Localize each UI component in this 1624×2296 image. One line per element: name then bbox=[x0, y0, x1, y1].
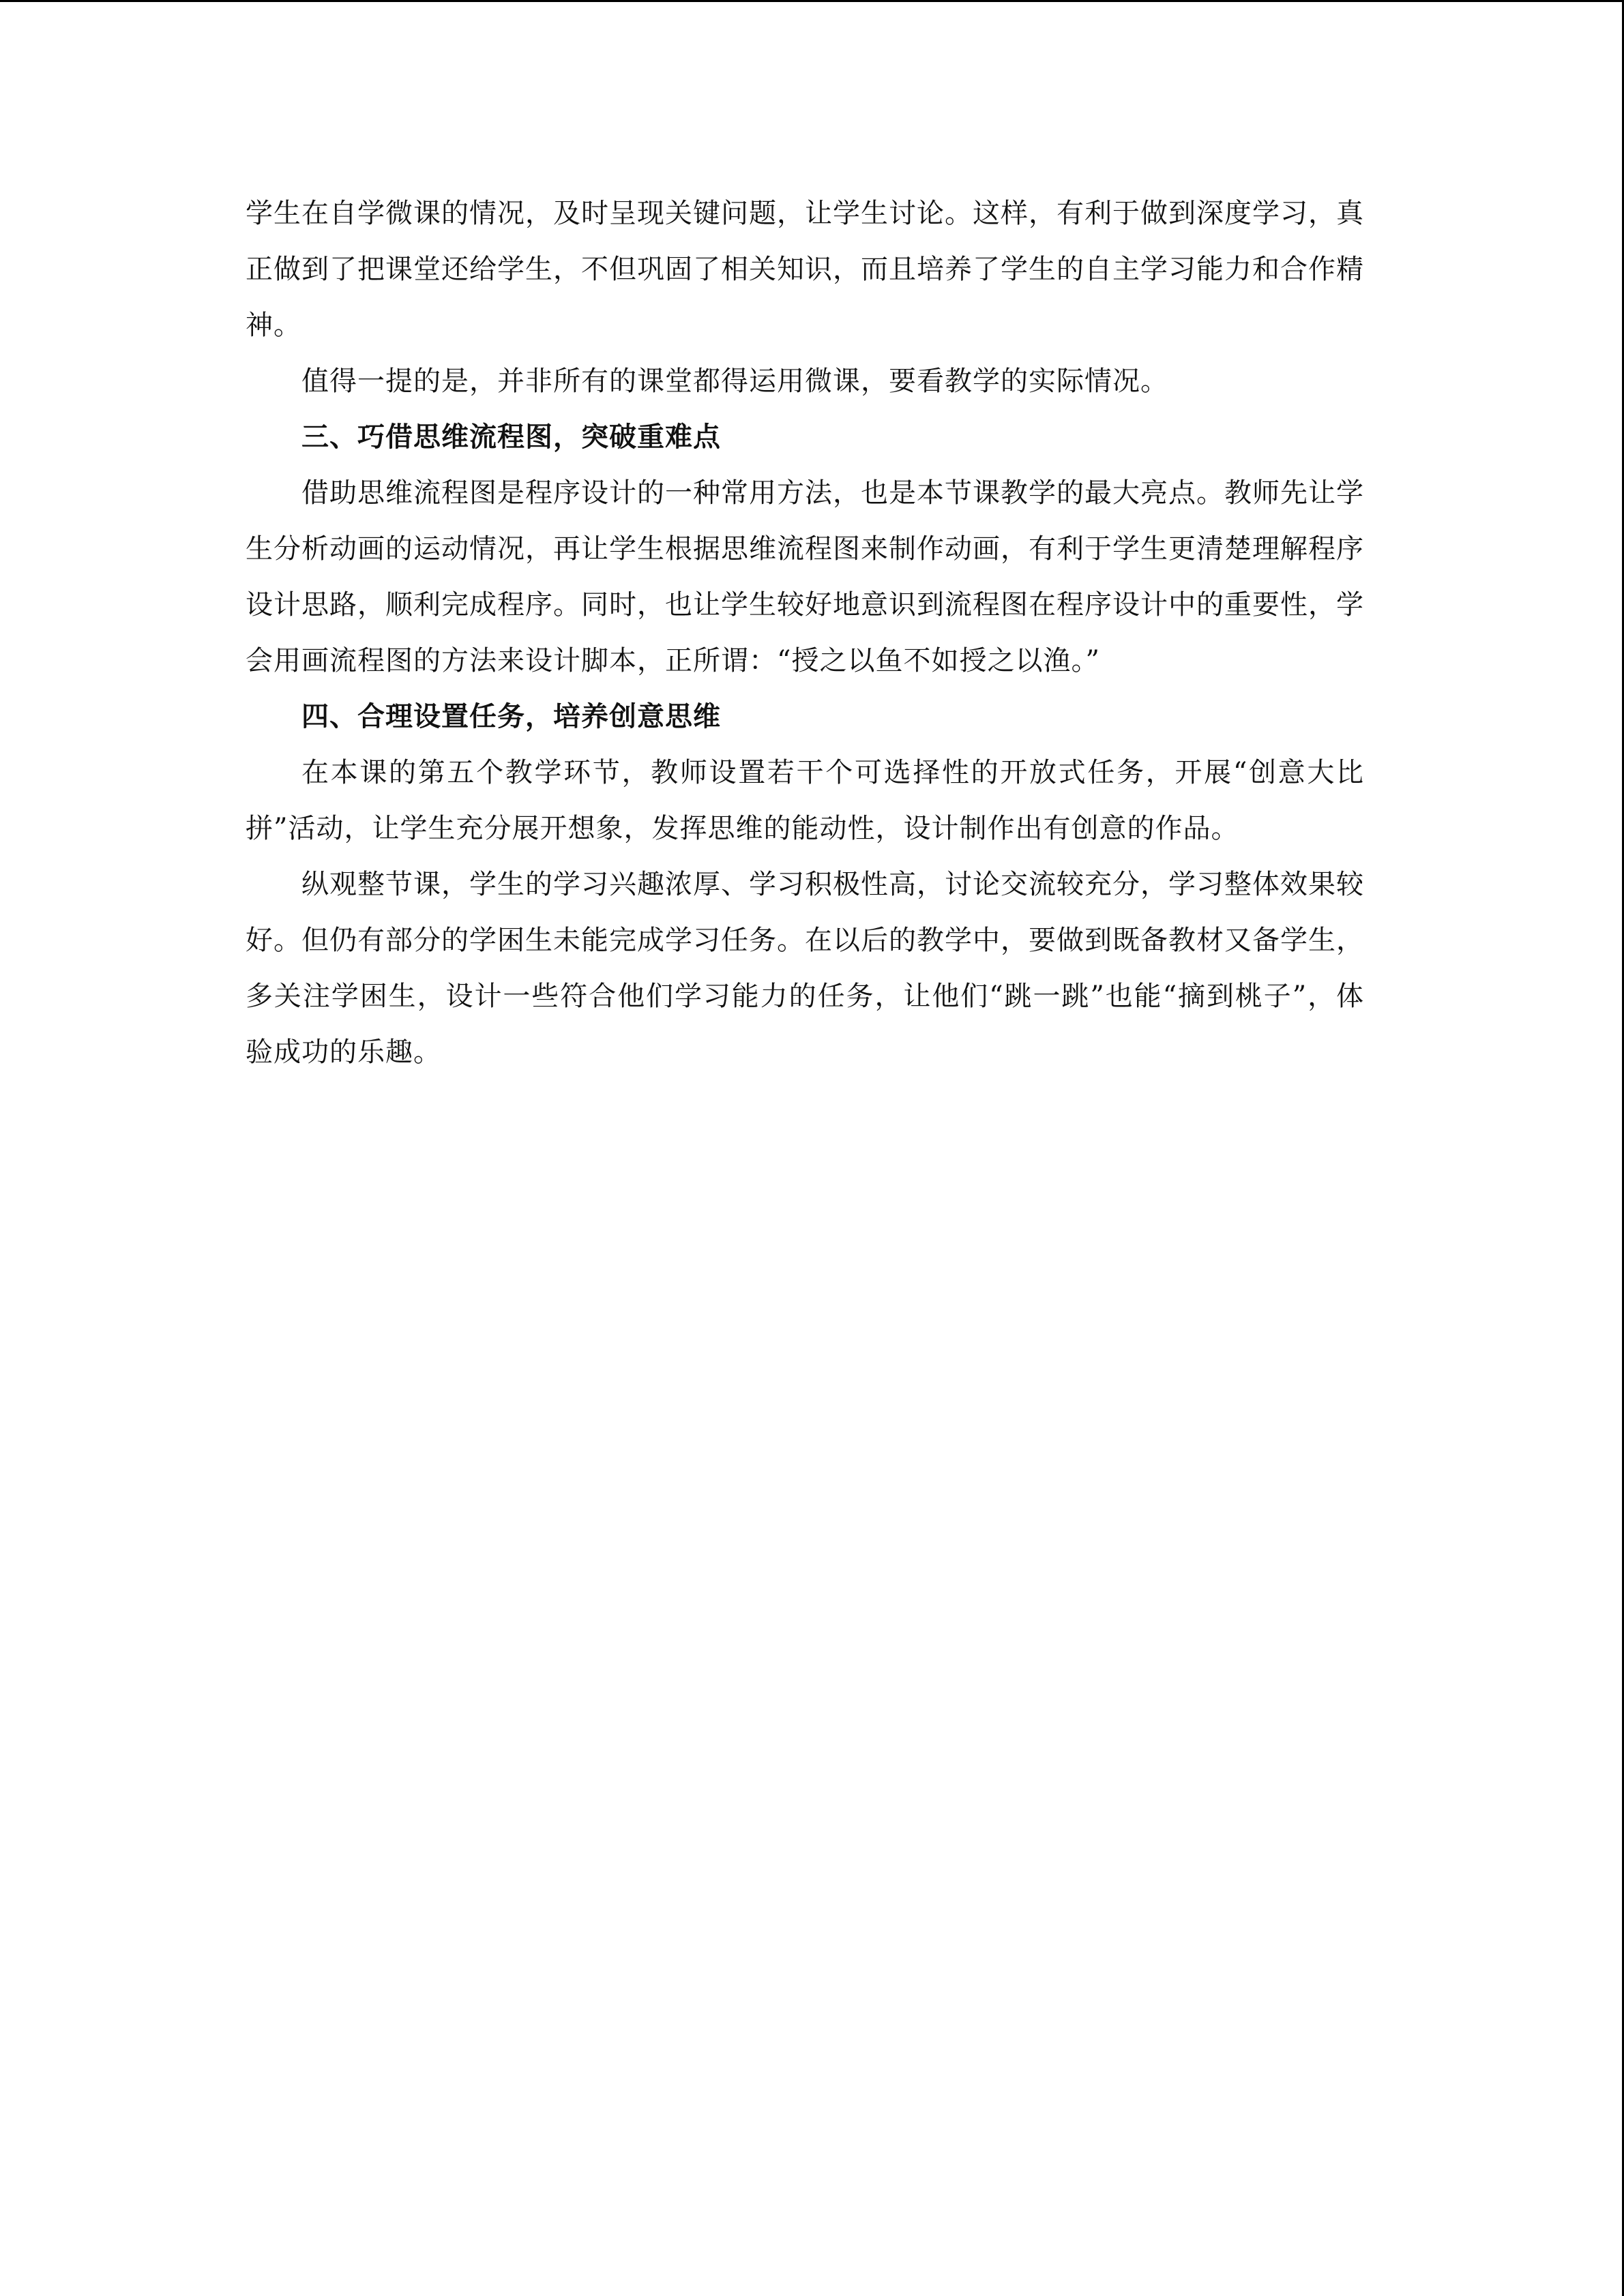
paragraph-flowchart: 借助思维流程图是程序设计的一种常用方法，也是本节课教学的最大亮点。教师先让学生分析动画的运动情况，再让学生根据思维流程图来制作动画，有利于学生更清楚理解程序设计思路，顺利完成程序。同时，也让学生较好地意识到流程图在程序设计中的重要性，学会用画流程图的方法来设计脚本，正所谓：“授之以鱼不如授之以渔。” bbox=[246, 477, 1364, 676]
paragraph-micro-lesson-note: 值得一提的是，并非所有的课堂都得运用微课，要看教学的实际情况。 bbox=[301, 366, 1168, 397]
paragraph-summary: 纵观整节课，学生的学习兴趣浓厚、学习积极性高，讨论交流较充分，学习整体效果较好。但仍有部分的学困生未能完成学习任务。在以后的教学中，要做到既备教材又备学生，多关注学困生，设计一些符合他们学习能力的任务，让他们“跳一跳”也能“摘到桃子”，体验成功的乐趣。 bbox=[246, 869, 1364, 1068]
paragraph-continuation: 学生在自学微课的情况，及时呈现关键问题，让学生讨论。这样，有利于做到深度学习，真正做到了把课堂还给学生，不但巩固了相关知识，而且培养了学生的自主学习能力和合作精神。 bbox=[246, 198, 1364, 341]
section-heading-three: 三、巧借思维流程图，突破重难点 bbox=[301, 421, 721, 453]
section-heading-four: 四、合理设置任务，培养创意思维 bbox=[301, 700, 721, 732]
page-border-top bbox=[0, 0, 1624, 2]
document-body bbox=[246, 185, 1364, 1080]
paragraph-tasks: 在本课的第五个教学环节，教师设置若干个可选择性的开放式任务，开展“创意大比拼”活动，让学生充分展开想象，发挥思维的能动性，设计制作出有创意的作品。 bbox=[246, 757, 1364, 844]
